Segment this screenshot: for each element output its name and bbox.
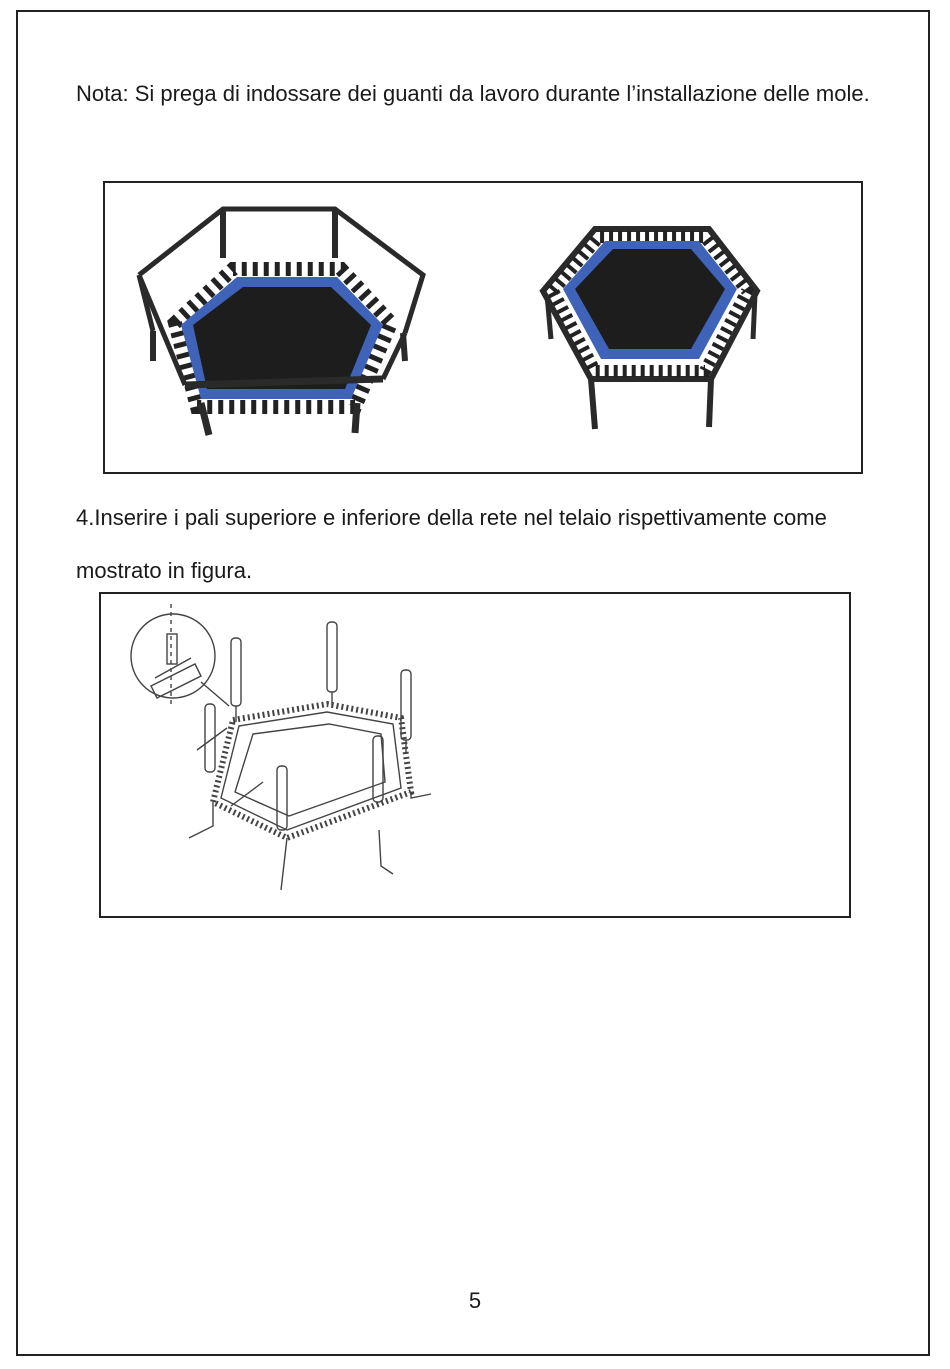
detail-magnifier bbox=[131, 604, 229, 706]
pole-insertion-diagram bbox=[99, 592, 851, 918]
upper-poles bbox=[205, 622, 411, 830]
trampoline-with-handrail-photo bbox=[139, 209, 423, 435]
page-number: 5 bbox=[468, 1288, 482, 1313]
trampoline-without-handrail-photo bbox=[543, 229, 757, 429]
step-4-paragraph: 4.Inserire i pali superiore e inferiore della rete nel telaio rispettivamente come mostrato in figura. bbox=[76, 505, 827, 583]
frame-hexagon bbox=[213, 704, 411, 838]
photo-figure bbox=[103, 181, 863, 474]
note-paragraph: Nota: Si prega di indossare dei guanti da lavoro durante l’installazione delle mole. bbox=[76, 81, 870, 106]
